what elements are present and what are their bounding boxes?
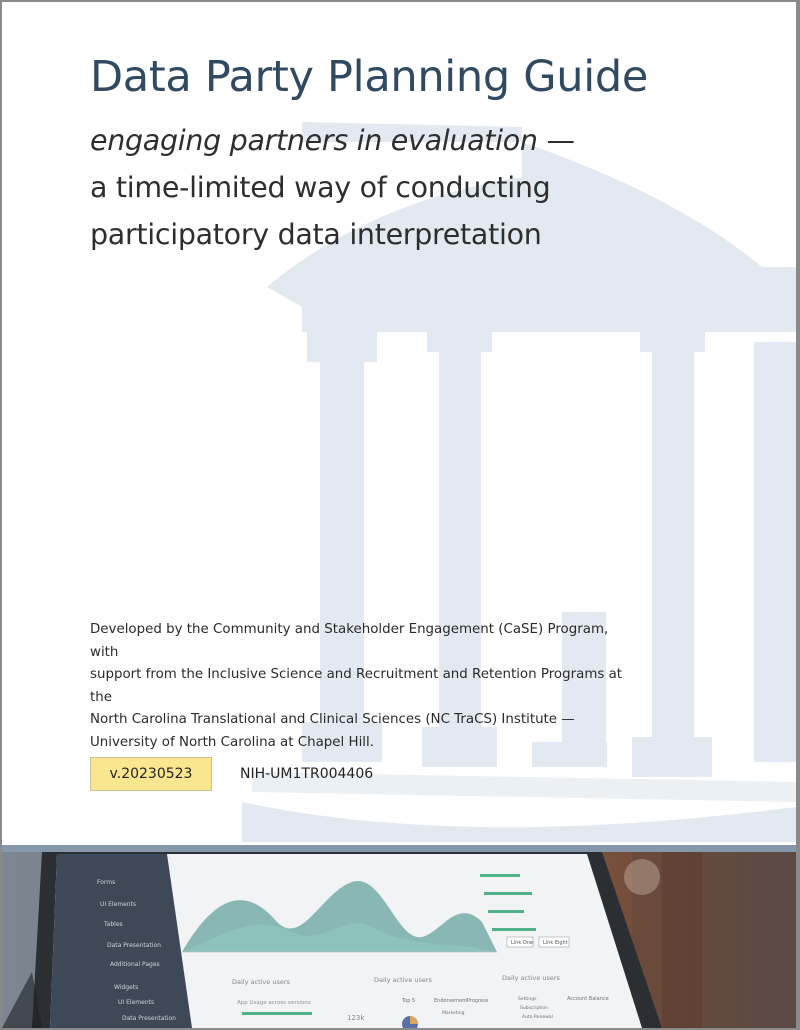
credits-line-4: University of North Carolina at Chapel Hill.: [90, 734, 374, 750]
photo-card-title: Daily active users: [374, 976, 432, 984]
subtitle-line-3: participatory data interpretation: [90, 218, 542, 251]
version-badge: v.20230523: [90, 757, 212, 791]
photo-settings-item: Settings: [518, 997, 537, 1002]
credits-line-2: support from the Inclusive Science and Recruitment and Retention Programs at the: [90, 667, 623, 705]
photo-card-subtitle: App Usage across versions: [237, 1000, 311, 1006]
photo-sidebar-item: Data Presentation: [122, 1015, 176, 1022]
tablet-dashboard-image: [2, 852, 796, 1028]
photo-account-label: Account Balance: [567, 996, 609, 1002]
subtitle-line-2: a time-limited way of conducting: [90, 171, 551, 204]
photo-sidebar-item: Additional Pages: [110, 961, 160, 968]
photo-sidebar-item: Forms: [97, 879, 116, 886]
photo-sidebar-item: UI Elements: [118, 999, 155, 1006]
photo-sidebar-item: Widgets: [114, 984, 139, 991]
credits-line-3: North Carolina Translational and Clinical Sciences (NC TraCS) Institute —: [90, 712, 575, 727]
photo-table-row: Marketing: [442, 1011, 465, 1016]
subtitle-dash: —: [537, 124, 575, 157]
document-subtitle: [90, 117, 575, 258]
grant-number: NIH-UM1TR004406: [240, 766, 374, 782]
photo-sidebar-item: Tables: [104, 921, 123, 928]
photo-card-title: Daily active users: [502, 974, 560, 982]
photo-settings-item: Auto Renewal: [522, 1015, 553, 1020]
subtitle-italic: engaging partners in evaluation: [90, 124, 538, 157]
credits-line-1: Developed by the Community and Stakeholder Engagement (CaSE) Program, with: [90, 622, 609, 660]
photo-sidebar-item: UI Elements: [100, 901, 137, 908]
photo-table-header: Top 5: [402, 998, 416, 1004]
photo-sidebar-item: Data Presentation: [107, 942, 161, 949]
photo-big-number: 123k: [347, 1014, 365, 1022]
photo-card-title: Daily active users: [232, 978, 290, 986]
photo-table-col: Progress: [467, 998, 489, 1004]
photo-link-eight: Link Eight: [543, 940, 568, 946]
credits-paragraph: [90, 619, 630, 754]
photo-table-col: Endorsement: [434, 998, 468, 1004]
divider-band: [2, 845, 796, 852]
document-title: Data Party Planning Guide: [90, 52, 649, 102]
tablet-photo: [2, 852, 796, 1028]
photo-link-one: Link One: [511, 940, 534, 946]
photo-settings-item: Subscription: [520, 1006, 548, 1011]
cover-page: [2, 2, 796, 1028]
